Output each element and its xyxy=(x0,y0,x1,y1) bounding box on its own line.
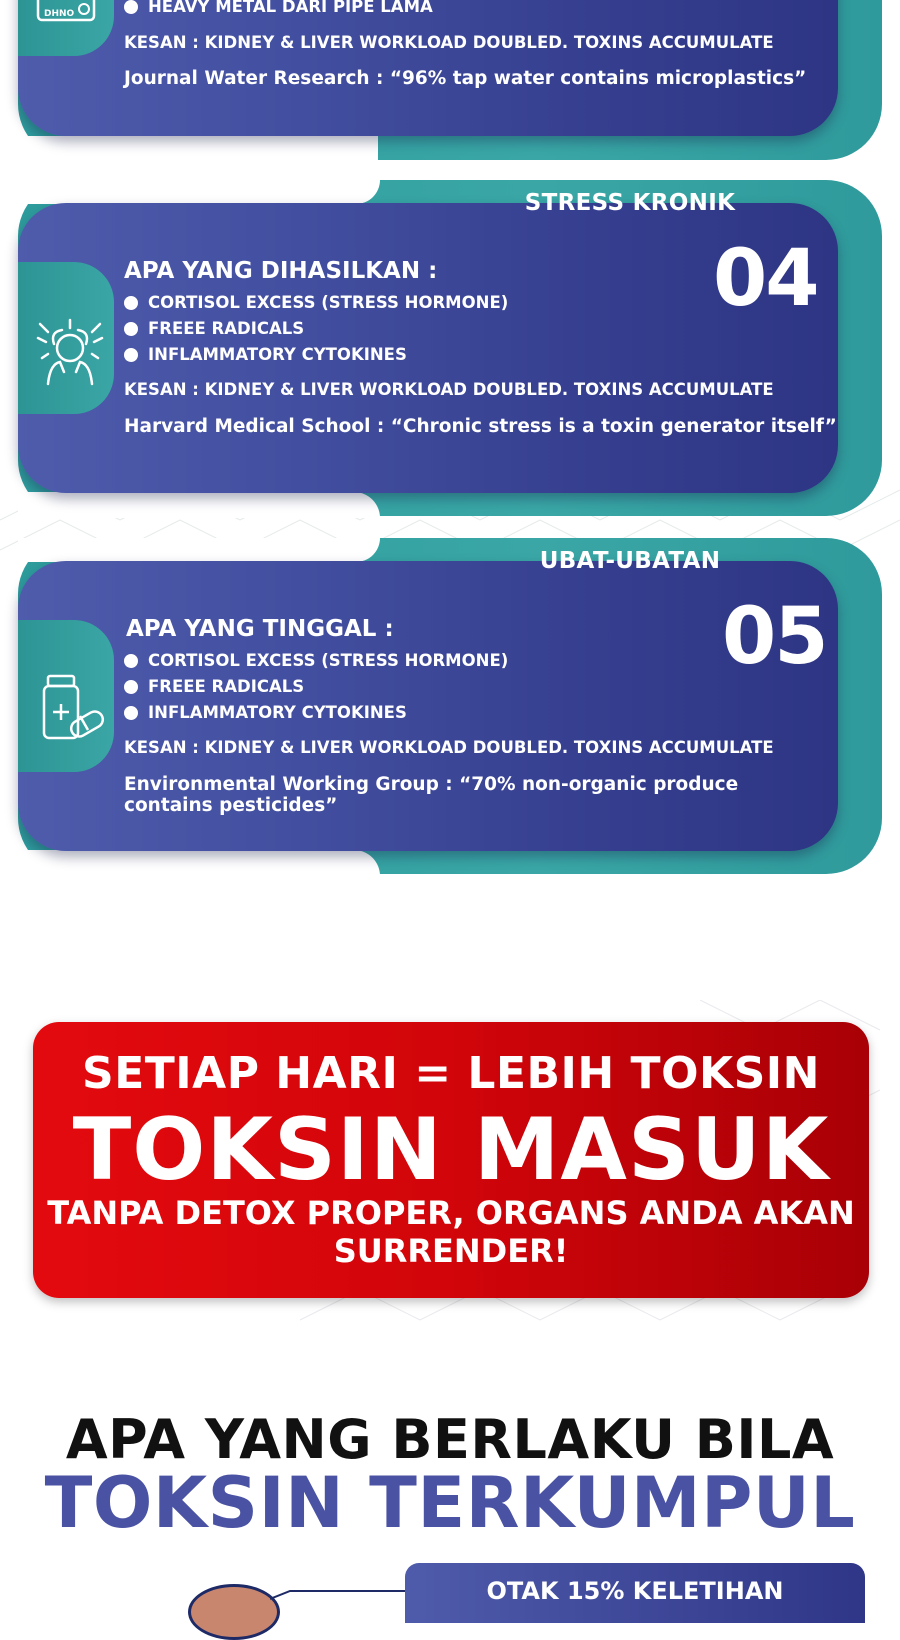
bullet-text: CORTISOL EXCESS (STRESS HORMONE) xyxy=(148,293,509,312)
bullet-dot xyxy=(124,296,138,310)
card-title: STRESS KRONIK xyxy=(524,190,736,216)
bullet-dot xyxy=(124,706,138,720)
kesan-label: KESAN : xyxy=(124,380,199,399)
frame-cutout xyxy=(18,850,380,876)
bullet-item xyxy=(124,293,508,312)
section-heading-line-2: TOKSIN TERKUMPUL xyxy=(44,1462,856,1544)
banner-line-1: SETIAP HARI = LEBIH TOKSIN xyxy=(82,1048,820,1099)
card-number: 05 xyxy=(722,592,827,682)
bullet-item xyxy=(124,0,433,16)
frame-cutout xyxy=(18,136,378,166)
bullet-dot xyxy=(124,0,138,14)
banner-line-3: TANPA DETOX PROPER, ORGANS ANDA AKAN SURRENDER! xyxy=(47,1194,855,1270)
card-number: 04 xyxy=(713,234,818,324)
bullet-item xyxy=(124,345,407,364)
bullet-text: INFLAMMATORY CYTOKINES xyxy=(148,345,407,364)
kesan-line xyxy=(124,738,774,757)
stressed-person-icon xyxy=(34,318,106,390)
kesan-text: KIDNEY & LIVER WORKLOAD DOUBLED. TOXINS ACCUMULATE xyxy=(204,738,774,757)
brain-icon xyxy=(188,1584,280,1640)
bullet-dot xyxy=(124,348,138,362)
bullet-text: CORTISOL EXCESS (STRESS HORMONE) xyxy=(148,651,509,670)
bullet-text: HEAVY METAL DARI PIPE LAMA xyxy=(148,0,433,16)
frame-cutout xyxy=(18,180,380,204)
kesan-label: KESAN : xyxy=(124,33,199,52)
warning-banner xyxy=(33,1022,869,1298)
bullet-item xyxy=(124,319,304,338)
bullet-dot xyxy=(124,654,138,668)
organ-card-title: OTAK 15% KELETIHAN xyxy=(405,1563,865,1623)
source-quote: Journal Water Research : “96% tap water contains microplastics” xyxy=(124,68,807,89)
section-heading: APA YANG DIHASILKAN : xyxy=(124,258,438,284)
frame-cutout xyxy=(18,492,380,518)
bullet-item xyxy=(124,677,304,696)
source-quote: Harvard Medical School : “Chronic stress is a toxin generator itself” xyxy=(124,416,837,437)
kesan-text: KIDNEY & LIVER WORKLOAD DOUBLED. TOXINS ACCUMULATE xyxy=(204,380,774,399)
connector-line xyxy=(270,1590,410,1600)
bullet-text: FREEE RADICALS xyxy=(148,319,305,338)
section-heading-line-1: APA YANG BERLAKU BILA xyxy=(65,1408,835,1471)
banner-line-2: TOKSIN MASUK xyxy=(72,1100,830,1200)
svg-text:DHNO: DHNO xyxy=(44,9,75,19)
bullet-text: FREEE RADICALS xyxy=(148,677,305,696)
water-bottle-icon xyxy=(36,0,98,26)
section-heading: APA YANG TINGGAL : xyxy=(126,616,394,642)
kesan-line xyxy=(124,33,774,52)
kesan-label: KESAN : xyxy=(124,738,199,757)
card-title: UBAT-UBATAN xyxy=(539,548,721,574)
medicine-bottle-icon xyxy=(40,674,106,744)
bullet-item xyxy=(124,703,407,722)
kesan-text: KIDNEY & LIVER WORKLOAD DOUBLED. TOXINS ACCUMULATE xyxy=(204,33,774,52)
bullet-text: INFLAMMATORY CYTOKINES xyxy=(148,703,407,722)
kesan-line xyxy=(124,380,774,399)
bullet-dot xyxy=(124,322,138,336)
frame-cutout xyxy=(18,538,380,562)
bullet-dot xyxy=(124,680,138,694)
source-quote: Environmental Working Group : “70% non-organic produce contains pesticides” xyxy=(124,774,739,816)
bullet-item xyxy=(124,651,508,670)
